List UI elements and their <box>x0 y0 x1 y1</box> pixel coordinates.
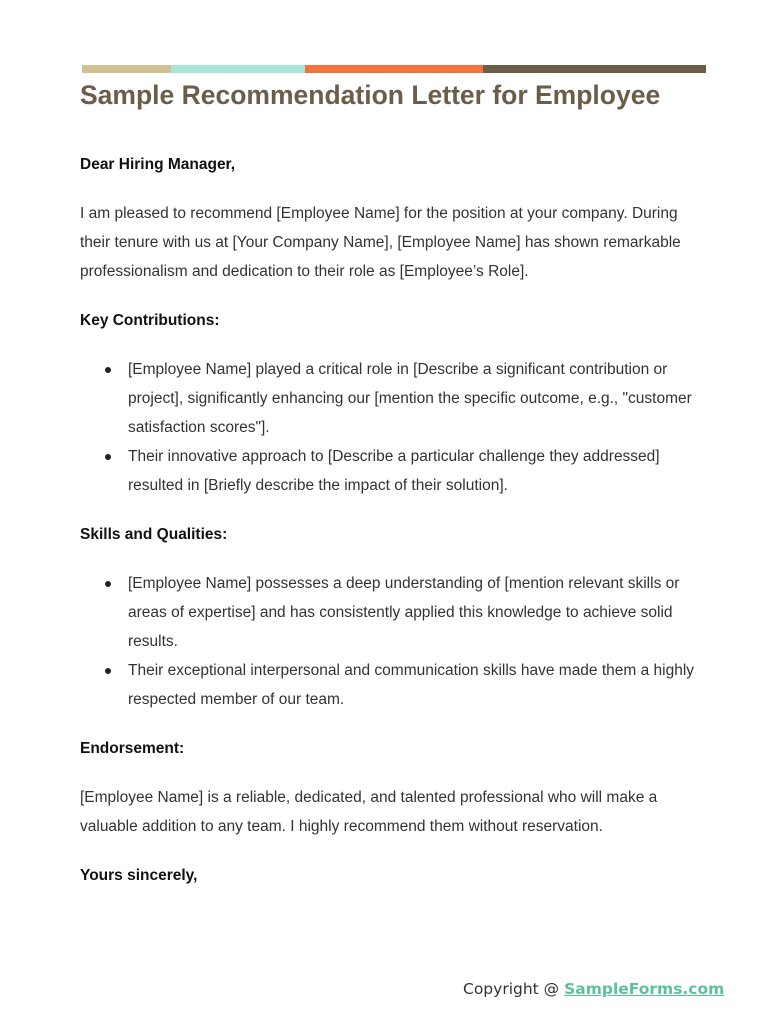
skills-list <box>80 569 710 714</box>
decorative-color-bar <box>82 65 706 73</box>
sampleforms-link[interactable]: SampleForms.com <box>564 980 725 998</box>
salutation: Dear Hiring Manager, <box>80 156 236 173</box>
section-heading-key-contributions: Key Contributions: <box>80 312 220 329</box>
color-bar-tan <box>82 65 171 73</box>
endorsement-paragraph: [Employee Name] is a reliable, dedicated, and talented professional who will make a valuable addition to any team. I highly recommend them without reservation. <box>80 789 658 835</box>
list-item: [Employee Name] played a critical role in [Describe a significant contribution or project], significantly enhancing our [mention the specific outcome, e.g., "customer satisfaction scores"]. <box>80 355 710 442</box>
section-heading-skills: Skills and Qualities: <box>80 526 228 543</box>
list-item: [Employee Name] possesses a deep understanding of [mention relevant skills or areas of expertise] and has consistently applied this knowledge to achieve solid results. <box>80 569 710 656</box>
list-item: Their innovative approach to [Describe a particular challenge they addressed] resulted in [Briefly describe the impact of their solution]. <box>80 442 710 500</box>
color-bar-orange <box>305 65 483 73</box>
letter-body <box>80 150 710 890</box>
footer-copyright <box>463 980 724 998</box>
section-heading-endorsement: Endorsement: <box>80 740 185 757</box>
page-title: Sample Recommendation Letter for Employee <box>80 80 661 110</box>
list-item: Their exceptional interpersonal and communication skills have made them a highly respected member of our team. <box>80 656 710 714</box>
color-bar-teal <box>171 65 305 73</box>
closing: Yours sincerely, <box>80 867 198 884</box>
color-bar-brown <box>483 65 706 73</box>
key-contributions-list <box>80 355 710 500</box>
intro-paragraph: I am pleased to recommend [Employee Name] for the position at your company. During their tenure with us at [Your Company Name], [Employee Name] has shown remarkable professionalism and dedication to their role as [Employee’s Role]. <box>80 205 681 280</box>
copyright-prefix: Copyright @ <box>463 980 565 998</box>
